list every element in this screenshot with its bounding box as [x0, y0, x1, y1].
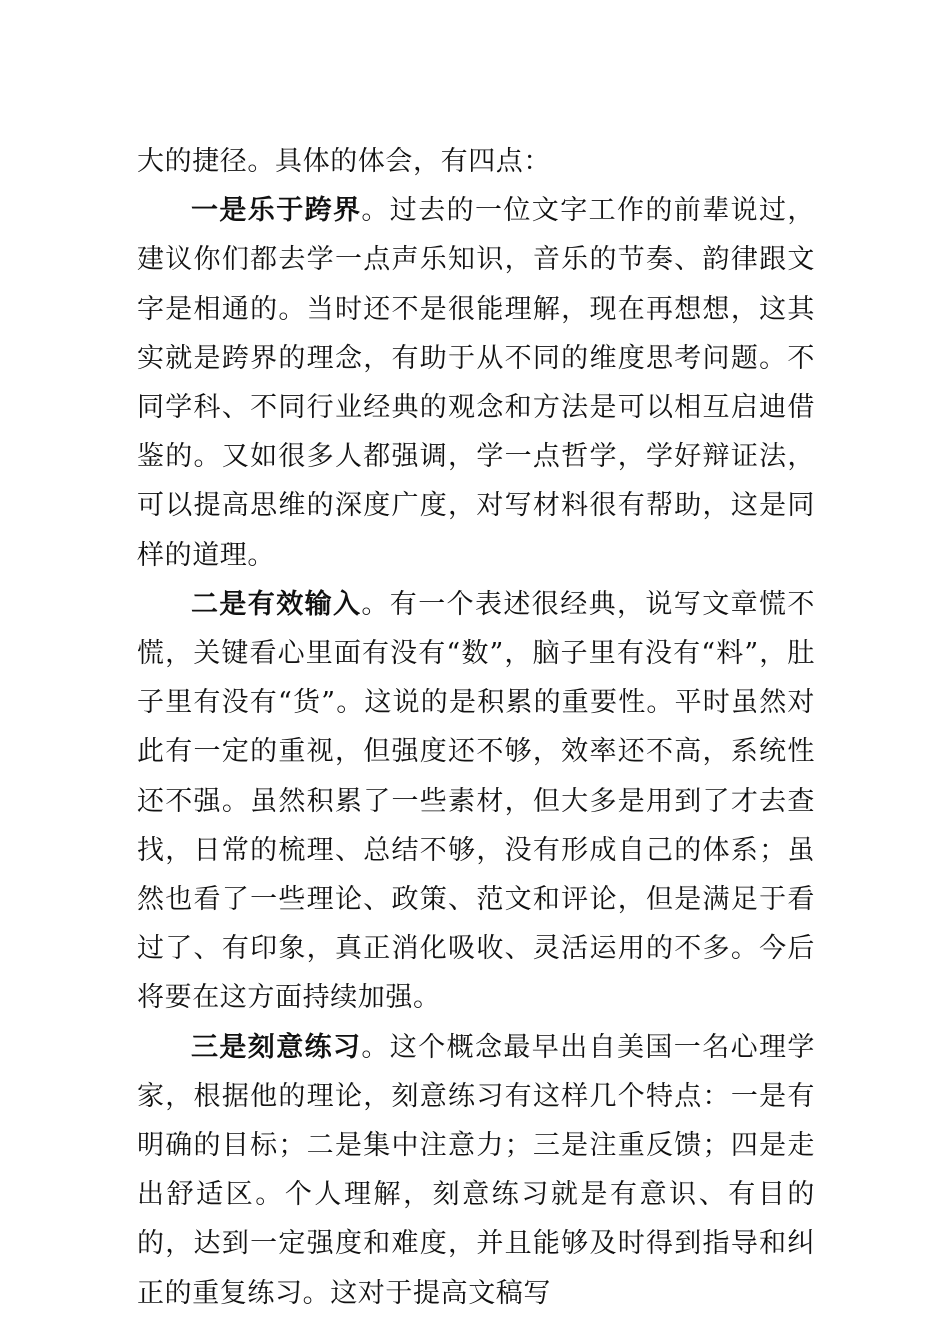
paragraph-text: 。过去的一位文字工作的前辈说过，建议你们都去学一点声乐知识，音乐的节奏、韵律跟文字是相通的。当时还不是很能理解，现在再想想，这其实就是跨界的理念，有助于从不同的维度思考问题。不同学科、不同行业经典的观念和方法是可以相互启迪借鉴的。又如很多人都强调，学一点哲学，学好辩证法，可以提高思维的深度广度，对写材料很有帮助，这是同样的道理。: [137, 195, 815, 571]
paragraph-intro: [137, 137, 815, 186]
paragraph-point-1: [137, 186, 815, 580]
paragraph-point-3: [137, 1023, 815, 1318]
paragraph-lead: 一是乐于跨界: [191, 195, 362, 227]
paragraph-point-2: [137, 580, 815, 1023]
paragraph-lead: 三是刻意练习: [191, 1031, 362, 1063]
document-page: [137, 137, 815, 1318]
paragraph-text: 。有一个表述很经典，说写文章慌不慌，关键看心里面有没有“数”，脑子里有没有“料”，肚子里有没有“货”。这说的是积累的重要性。平时虽然对此有一定的重视，但强度还不够，效率还不高，系统性还不强。虽然积累了一些素材，但大多是用到了才去查找，日常的梳理、总结不够，没有形成自己的体系；虽然也看了一些理论、政策、范文和评论，但是满足于看过了、有印象，真正消化吸收、灵活运用的不多。今后将要在这方面持续加强。: [137, 588, 815, 1014]
paragraph-text: 。这个概念最早出自美国一名心理学家，根据他的理论，刻意练习有这样几个特点：一是有明确的目标；二是集中注意力；三是注重反馈；四是走出舒适区。个人理解，刻意练习就是有意识、有目的的，达到一定强度和难度，并且能够及时得到指导和纠正的重复练习。这对于提高文稿写: [137, 1031, 815, 1309]
paragraph-text: 大的捷径。具体的体会，有四点：: [137, 146, 551, 177]
paragraph-lead: 二是有效输入: [191, 588, 362, 620]
